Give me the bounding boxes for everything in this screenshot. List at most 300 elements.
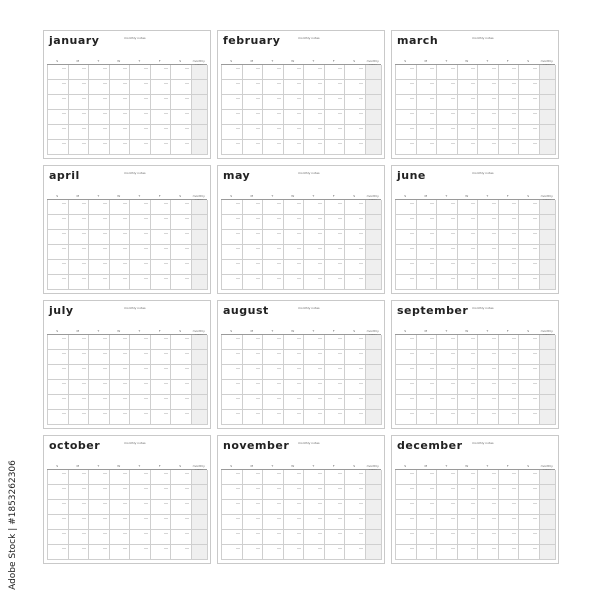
day-cell: [519, 215, 540, 230]
notes-cell: [192, 215, 209, 230]
day-cell: [478, 365, 499, 380]
notes-cell: [366, 515, 383, 530]
day-cell: [130, 395, 151, 410]
month-notes-label: monthly notes: [298, 36, 320, 40]
day-cell: [325, 140, 346, 155]
day-cell: [222, 395, 243, 410]
months-grid: [43, 30, 559, 564]
calendar-table: [221, 194, 381, 291]
day-cell: [151, 65, 172, 80]
day-cell: [263, 140, 284, 155]
weekday-header: S: [527, 59, 530, 63]
day-cell: [263, 230, 284, 245]
day-cell: [304, 500, 325, 515]
day-cell: [417, 140, 438, 155]
day-cell: [478, 260, 499, 275]
weekday-header: T: [486, 194, 489, 198]
notes-cell: [540, 140, 557, 155]
day-cell: [130, 500, 151, 515]
day-cell: [48, 110, 69, 125]
weekday-header: F: [506, 464, 509, 468]
day-cell: [110, 500, 131, 515]
day-cell: [284, 215, 305, 230]
day-cell: [284, 395, 305, 410]
day-cell: [222, 470, 243, 485]
notes-column-header: monthly: [540, 329, 553, 333]
calendar-body: [47, 200, 208, 290]
day-cell: [284, 230, 305, 245]
day-cell: [458, 200, 479, 215]
month-notes-label: monthly notes: [472, 306, 494, 310]
notes-cell: [192, 125, 209, 140]
day-cell: [48, 275, 69, 290]
notes-cell: [366, 485, 383, 500]
calendar-body: [395, 200, 556, 290]
day-cell: [417, 335, 438, 350]
day-cell: [284, 260, 305, 275]
day-cell: [437, 80, 458, 95]
day-cell: [263, 275, 284, 290]
weekday-header: T: [486, 464, 489, 468]
notes-cell: [540, 545, 557, 560]
calendar-table: [395, 329, 555, 426]
day-cell: [171, 395, 192, 410]
weekday-header: S: [527, 194, 530, 198]
day-cell: [458, 470, 479, 485]
month-notes-label: monthly notes: [298, 306, 320, 310]
day-cell: [437, 140, 458, 155]
day-cell: [345, 395, 366, 410]
month-block: [43, 435, 211, 564]
notes-column-header: monthly: [540, 59, 553, 63]
notes-cell: [366, 245, 383, 260]
day-cell: [69, 410, 90, 425]
day-cell: [437, 65, 458, 80]
day-cell: [69, 275, 90, 290]
day-cell: [396, 335, 417, 350]
notes-cell: [192, 245, 209, 260]
weekday-header: W: [117, 194, 121, 198]
day-cell: [171, 125, 192, 140]
notes-cell: [192, 275, 209, 290]
day-cell: [478, 140, 499, 155]
calendar-table: [395, 59, 555, 156]
month-block: [217, 435, 385, 564]
weekday-header: S: [56, 329, 59, 333]
day-cell: [69, 365, 90, 380]
day-cell: [284, 110, 305, 125]
month-title: january: [49, 34, 100, 47]
calendar-body: [47, 470, 208, 560]
day-cell: [519, 95, 540, 110]
day-cell: [89, 275, 110, 290]
notes-cell: [366, 80, 383, 95]
day-cell: [417, 470, 438, 485]
day-cell: [284, 515, 305, 530]
weekday-header: T: [312, 194, 315, 198]
day-cell: [130, 275, 151, 290]
day-cell: [304, 530, 325, 545]
weekday-header: W: [291, 194, 295, 198]
day-cell: [458, 110, 479, 125]
day-cell: [151, 365, 172, 380]
day-cell: [499, 260, 520, 275]
notes-column-header: monthly: [366, 464, 379, 468]
weekday-header: W: [465, 329, 469, 333]
day-cell: [458, 125, 479, 140]
weekday-header: S: [527, 329, 530, 333]
day-cell: [69, 110, 90, 125]
weekday-header: T: [271, 194, 274, 198]
day-cell: [325, 545, 346, 560]
day-cell: [396, 500, 417, 515]
day-cell: [304, 245, 325, 260]
day-cell: [437, 500, 458, 515]
day-cell: [304, 65, 325, 80]
day-cell: [284, 245, 305, 260]
day-cell: [243, 80, 264, 95]
notes-cell: [366, 410, 383, 425]
day-cell: [499, 410, 520, 425]
weekday-header: W: [117, 329, 121, 333]
weekday-header: S: [230, 329, 233, 333]
day-cell: [243, 230, 264, 245]
day-cell: [437, 95, 458, 110]
day-cell: [304, 380, 325, 395]
month-notes-label: monthly notes: [124, 306, 146, 310]
day-cell: [417, 245, 438, 260]
day-cell: [437, 335, 458, 350]
day-cell: [396, 350, 417, 365]
day-cell: [499, 65, 520, 80]
day-cell: [458, 215, 479, 230]
weekday-header: F: [332, 329, 335, 333]
notes-cell: [366, 230, 383, 245]
day-cell: [151, 515, 172, 530]
day-cell: [130, 215, 151, 230]
day-cell: [69, 95, 90, 110]
notes-column-header: monthly: [192, 194, 205, 198]
day-cell: [325, 485, 346, 500]
weekday-header: T: [445, 194, 448, 198]
notes-cell: [192, 470, 209, 485]
day-cell: [243, 65, 264, 80]
month-block: [391, 165, 559, 294]
month-title: september: [397, 304, 469, 317]
weekday-header: F: [506, 59, 509, 63]
notes-cell: [366, 110, 383, 125]
day-cell: [345, 65, 366, 80]
day-cell: [110, 110, 131, 125]
weekday-header: M: [424, 329, 428, 333]
notes-cell: [192, 395, 209, 410]
month-title: july: [49, 304, 74, 317]
day-cell: [325, 200, 346, 215]
day-cell: [69, 470, 90, 485]
day-cell: [396, 110, 417, 125]
day-cell: [478, 245, 499, 260]
day-cell: [478, 350, 499, 365]
day-cell: [499, 395, 520, 410]
weekday-header: S: [56, 464, 59, 468]
day-cell: [151, 470, 172, 485]
weekday-header: S: [179, 329, 182, 333]
day-cell: [519, 230, 540, 245]
day-cell: [69, 545, 90, 560]
weekday-header: T: [138, 59, 141, 63]
day-cell: [130, 95, 151, 110]
day-cell: [396, 470, 417, 485]
day-cell: [110, 245, 131, 260]
weekday-header: T: [97, 464, 100, 468]
day-cell: [69, 530, 90, 545]
day-cell: [130, 125, 151, 140]
day-cell: [499, 335, 520, 350]
notes-cell: [366, 215, 383, 230]
day-cell: [345, 350, 366, 365]
day-cell: [222, 260, 243, 275]
day-cell: [243, 530, 264, 545]
weekday-header: W: [117, 464, 121, 468]
day-cell: [437, 200, 458, 215]
day-cell: [325, 530, 346, 545]
month-notes-label: monthly notes: [124, 441, 146, 445]
day-cell: [243, 515, 264, 530]
day-cell: [69, 350, 90, 365]
day-cell: [284, 275, 305, 290]
month-title: april: [49, 169, 80, 182]
day-cell: [69, 80, 90, 95]
day-cell: [263, 350, 284, 365]
calendar-body: [395, 335, 556, 425]
day-cell: [171, 200, 192, 215]
day-cell: [437, 230, 458, 245]
day-cell: [325, 95, 346, 110]
day-cell: [458, 545, 479, 560]
day-cell: [110, 365, 131, 380]
notes-cell: [366, 395, 383, 410]
weekday-header: T: [486, 329, 489, 333]
day-cell: [304, 335, 325, 350]
weekday-header: M: [76, 329, 80, 333]
weekday-header: S: [56, 59, 59, 63]
day-cell: [325, 260, 346, 275]
day-cell: [345, 380, 366, 395]
weekday-header: M: [250, 329, 254, 333]
day-cell: [437, 275, 458, 290]
notes-cell: [540, 365, 557, 380]
day-cell: [222, 515, 243, 530]
day-cell: [396, 260, 417, 275]
day-cell: [243, 545, 264, 560]
notes-column-header: monthly: [192, 464, 205, 468]
notes-cell: [192, 500, 209, 515]
notes-cell: [540, 470, 557, 485]
notes-cell: [192, 200, 209, 215]
day-cell: [325, 335, 346, 350]
calendar-body: [221, 335, 382, 425]
day-cell: [325, 125, 346, 140]
day-cell: [48, 80, 69, 95]
day-cell: [171, 515, 192, 530]
day-cell: [345, 125, 366, 140]
day-cell: [458, 275, 479, 290]
day-cell: [151, 500, 172, 515]
day-cell: [304, 470, 325, 485]
notes-cell: [366, 95, 383, 110]
day-cell: [151, 215, 172, 230]
day-cell: [243, 350, 264, 365]
day-cell: [69, 485, 90, 500]
day-cell: [222, 350, 243, 365]
day-cell: [396, 380, 417, 395]
day-cell: [69, 125, 90, 140]
day-cell: [171, 530, 192, 545]
day-cell: [69, 260, 90, 275]
day-cell: [499, 140, 520, 155]
day-cell: [478, 395, 499, 410]
day-cell: [48, 350, 69, 365]
day-cell: [151, 80, 172, 95]
day-cell: [110, 140, 131, 155]
day-cell: [519, 515, 540, 530]
day-cell: [89, 230, 110, 245]
day-cell: [396, 410, 417, 425]
day-cell: [89, 335, 110, 350]
weekday-header: F: [332, 59, 335, 63]
day-cell: [284, 140, 305, 155]
weekday-header: F: [158, 59, 161, 63]
notes-cell: [192, 545, 209, 560]
notes-cell: [540, 380, 557, 395]
day-cell: [243, 380, 264, 395]
day-cell: [519, 245, 540, 260]
weekday-header: S: [353, 329, 356, 333]
day-cell: [519, 395, 540, 410]
day-cell: [284, 95, 305, 110]
day-cell: [519, 125, 540, 140]
notes-cell: [192, 110, 209, 125]
day-cell: [519, 260, 540, 275]
calendar-body: [47, 335, 208, 425]
day-cell: [325, 410, 346, 425]
day-cell: [110, 545, 131, 560]
weekday-header: S: [353, 194, 356, 198]
day-cell: [396, 530, 417, 545]
day-cell: [396, 200, 417, 215]
day-cell: [284, 470, 305, 485]
day-cell: [478, 125, 499, 140]
day-cell: [263, 110, 284, 125]
day-cell: [171, 545, 192, 560]
day-cell: [69, 200, 90, 215]
day-cell: [89, 410, 110, 425]
day-cell: [519, 110, 540, 125]
weekday-header: M: [76, 59, 80, 63]
day-cell: [499, 485, 520, 500]
day-cell: [499, 530, 520, 545]
stock-id-strip: [8, 460, 18, 590]
month-title: october: [49, 439, 101, 452]
day-cell: [243, 470, 264, 485]
day-cell: [417, 365, 438, 380]
day-cell: [499, 245, 520, 260]
day-cell: [325, 380, 346, 395]
notes-column-header: monthly: [366, 59, 379, 63]
day-cell: [417, 380, 438, 395]
day-cell: [417, 215, 438, 230]
day-cell: [458, 530, 479, 545]
day-cell: [478, 335, 499, 350]
notes-cell: [366, 200, 383, 215]
day-cell: [151, 350, 172, 365]
day-cell: [222, 380, 243, 395]
day-cell: [519, 200, 540, 215]
day-cell: [499, 275, 520, 290]
day-cell: [263, 365, 284, 380]
day-cell: [284, 200, 305, 215]
day-cell: [478, 515, 499, 530]
day-cell: [222, 110, 243, 125]
day-cell: [437, 395, 458, 410]
day-cell: [151, 245, 172, 260]
day-cell: [89, 350, 110, 365]
weekday-header: T: [97, 194, 100, 198]
day-cell: [437, 545, 458, 560]
day-cell: [325, 65, 346, 80]
day-cell: [263, 410, 284, 425]
calendar-body: [221, 470, 382, 560]
notes-cell: [366, 470, 383, 485]
notes-cell: [192, 485, 209, 500]
weekday-header: S: [527, 464, 530, 468]
day-cell: [171, 110, 192, 125]
day-cell: [437, 125, 458, 140]
day-cell: [48, 245, 69, 260]
weekday-header: S: [179, 464, 182, 468]
stock-id-text: Adobe Stock | #1853262306: [8, 460, 18, 590]
day-cell: [519, 350, 540, 365]
month-title: june: [397, 169, 426, 182]
day-cell: [304, 545, 325, 560]
day-cell: [304, 350, 325, 365]
weekday-header: T: [97, 329, 100, 333]
weekday-header: T: [445, 329, 448, 333]
day-cell: [325, 500, 346, 515]
weekday-header: W: [465, 464, 469, 468]
day-cell: [499, 95, 520, 110]
day-cell: [69, 380, 90, 395]
day-cell: [519, 530, 540, 545]
day-cell: [110, 80, 131, 95]
day-cell: [284, 410, 305, 425]
day-cell: [130, 380, 151, 395]
day-cell: [110, 410, 131, 425]
notes-cell: [366, 260, 383, 275]
weekday-header: S: [230, 464, 233, 468]
weekday-header: S: [230, 59, 233, 63]
day-cell: [396, 215, 417, 230]
day-cell: [48, 260, 69, 275]
day-cell: [478, 380, 499, 395]
day-cell: [437, 215, 458, 230]
day-cell: [345, 245, 366, 260]
notes-column-header: monthly: [192, 59, 205, 63]
day-cell: [519, 545, 540, 560]
day-cell: [110, 395, 131, 410]
day-cell: [519, 470, 540, 485]
month-notes-label: monthly notes: [472, 171, 494, 175]
